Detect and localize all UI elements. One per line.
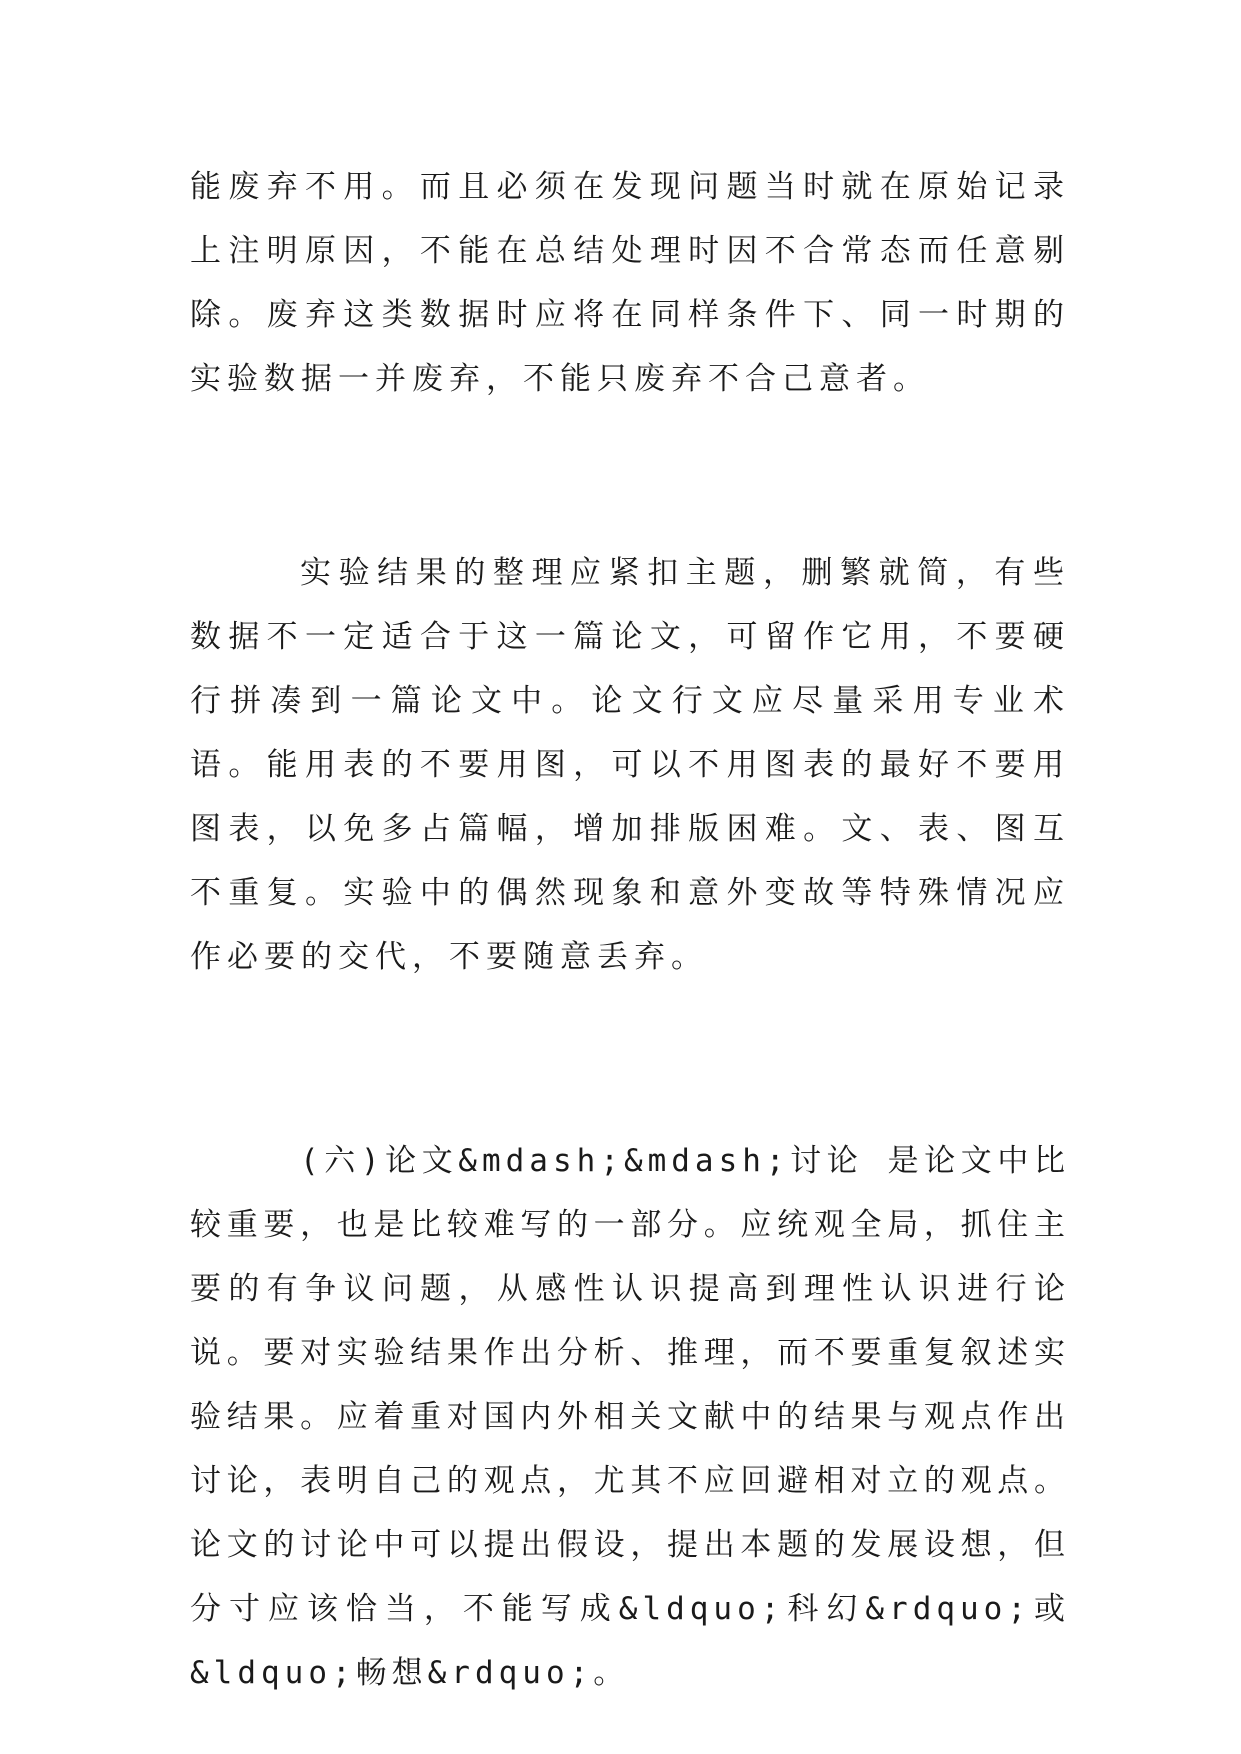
paragraph-discard-data: 能废弃不用。而且必须在发现问题当时就在原始记录上注明原因，不能在总结处理时因不合常态而任意剔除。废弃这类数据时应将在同样条件下、同一时期的实验数据一并废弃，不能只废弃不合己意者。 — [190, 169, 1070, 397]
document-body — [190, 155, 1070, 1705]
paragraph-result-organization: 实验结果的整理应紧扣主题，删繁就简，有些数据不一定适合于这一篇论文，可留作它用，不要硬行拼凑到一篇论文中。论文行文应尽量采用专业术语。能用表的不要用图，可以不用图表的最好不要用图表，以免多占篇幅，增加排版困难。文、表、图互不重复。实验中的偶然现象和意外变故等特殊情况应作必要的交代，不要随意丢弃。 — [190, 555, 1070, 975]
paragraph-discussion: (六)论文&mdash;&mdash;讨论 是论文中比较重要，也是比较难写的一部分。应统观全局，抓住主要的有争议问题，从感性认识提高到理性认识进行论说。要对实验结果作出分析、推理，而不要重复叙述实验结果。应着重对国内外相关文献中的结果与观点作出讨论，表明自己的观点，尤其不应回避相对立的观点。 论文的讨论中可以提出假设，提出本题的发展设想，但分寸应该恰当，不能写成&ldquo;科幻&rdquo;或&ldquo;畅想&rdquo;。 — [190, 1143, 1070, 1691]
